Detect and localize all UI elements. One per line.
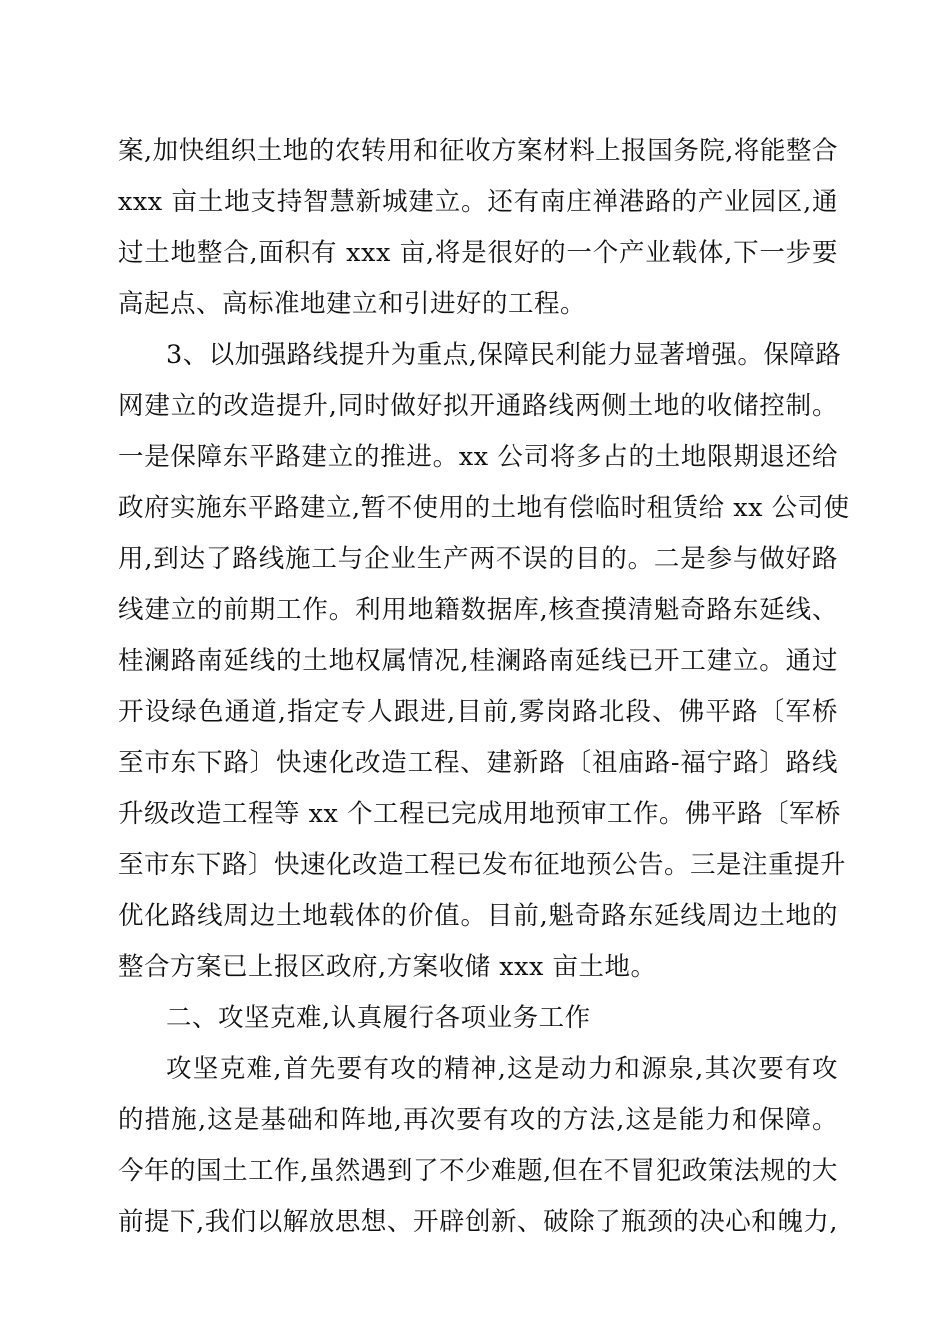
text-line: 网建立的改造提升,同时做好拟开通路线两侧土地的收储控制。 <box>118 391 838 421</box>
section-heading: 二、攻坚克难,认真履行各项业务工作 <box>166 1003 591 1033</box>
text-line: 前提下,我们以解放思想、开辟创新、破除了瓶颈的决心和魄力, <box>118 1207 838 1237</box>
text-line: 的措施,这是基础和阵地,再次要有攻的方法,这是能力和保障。 <box>118 1105 838 1135</box>
text-line: 升级改造工程等 xx 个工程已完成用地预审工作。佛平路〔军桥 <box>118 799 841 829</box>
text-line: 用,到达了路线施工与企业生产两不误的目的。二是参与做好路 <box>118 544 838 574</box>
text-line: xxx 亩土地支持智慧新城建立。还有南庄禅港路的产业园区,通 <box>118 187 838 217</box>
paragraph-start-line: 攻坚克难,首先要有攻的精神,这是动力和源泉,其次要有攻 <box>166 1054 838 1084</box>
text-line: 优化路线周边土地载体的价值。目前,魁奇路东延线周边土地的 <box>118 901 838 931</box>
text-line: 开设绿色通道,指定专人跟进,目前,雾岗路北段、佛平路〔军桥 <box>118 697 838 727</box>
text-line: 一是保障东平路建立的推进。xx 公司将多占的土地限期退还给 <box>118 442 838 472</box>
text-line: 过土地整合,面积有 xxx 亩,将是很好的一个产业载体,下一步要 <box>118 238 838 268</box>
text-line: 案,加快组织土地的农转用和征收方案材料上报国务院,将能整合 <box>118 136 838 166</box>
text-line: 高起点、高标准地建立和引进好的工程。 <box>118 289 587 319</box>
text-line: 线建立的前期工作。利用地籍数据库,核查摸清魁奇路东延线、 <box>118 595 838 625</box>
text-line: 政府实施东平路建立,暂不使用的土地有偿临时租赁给 xx 公司使 <box>118 493 850 523</box>
text-line: 今年的国土工作,虽然遇到了不少难题,但在不冒犯政策法规的大 <box>118 1156 838 1186</box>
paragraph-start-line: 3、以加强路线提升为重点,保障民利能力显著增强。保障路 <box>166 340 842 370</box>
text-line: 至市东下路〕快速化改造工程、建新路〔祖庙路-福宁路〕路线 <box>118 748 838 778</box>
text-line: 至市东下路〕快速化改造工程已发布征地预公告。三是注重提升 <box>118 850 847 880</box>
text-line: 整合方案已上报区政府,方案收储 xxx 亩土地。 <box>118 952 657 982</box>
text-line: 桂澜路南延线的土地权属情况,桂澜路南延线已开工建立。通过 <box>118 646 838 676</box>
